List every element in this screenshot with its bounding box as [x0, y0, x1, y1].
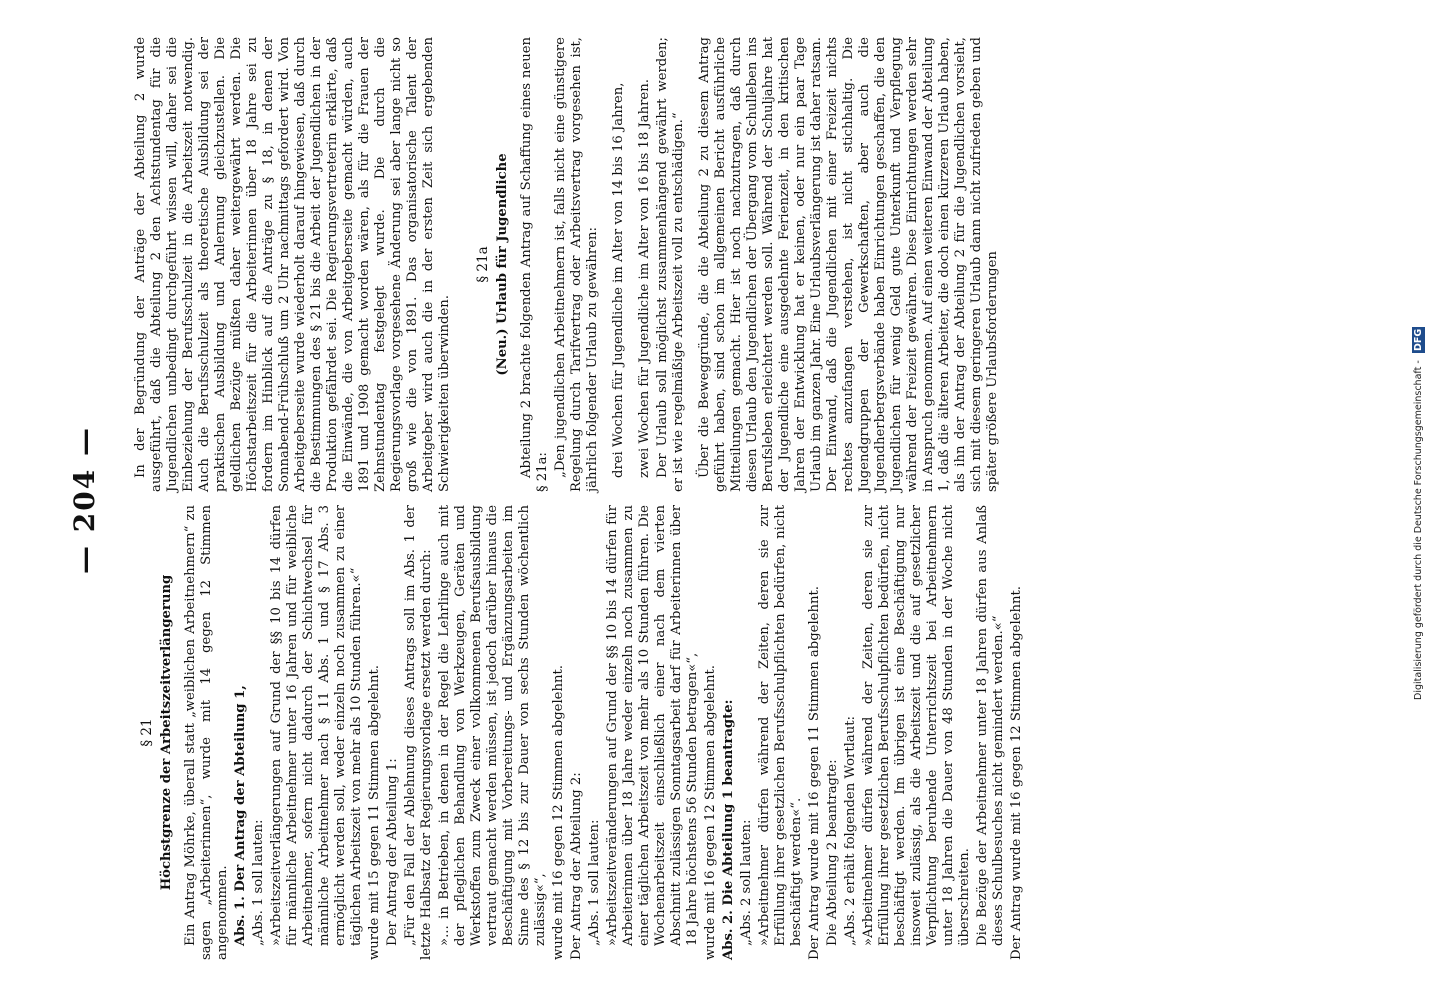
paragraph: zwei Wochen für Jugendliche im Alter von 16 bis 18 Jahren.: [637, 79, 652, 478]
quoted-paragraph: »Arbeitszeitverlängerungen auf Grund der §§ 10 bis 14 dürfen für männliche Arbeitnehmer unter 16 Jahren und für weibliche Arbeitnehmer, sofern nicht dadurch der Schichtwechsel für männliche Arbeitnehmer nach § 11 Abs. 1 und § 17 Abs. 3 ermöglicht werden soll, weder einzeln noch zusammen zu einer täglichen Arbeitszeit von mehr als 10 Stunden führen.«“: [269, 505, 364, 946]
paragraph: „Für den Fall der Ablehnung dieses Antrags soll im Abs. 1 der letzte Halbsatz der Regierungsvorlage ersetzt werden durch:: [403, 505, 434, 960]
quoted-paragraph: »... in Betrieben, in denen in der Regel die Lehrlinge auch mit der pfleglichen Behandlung von Werkzeugen, Geräten und Werkstoffen zum Zweck einer vollkommenen Berufsausbildung vertraut gemacht werden müssen, ist jedoch darüber hinaus die Beschäftigung mit Vorbereitungs- und Ergänzungsarbeiten im Sinne des § 12 bis zur Dauer von sechs Stunden wöchentlich zulässig«“,: [437, 505, 548, 946]
paragraph: Die Abteilung 2 beantragte:: [825, 759, 840, 946]
paragraph: „Abs. 2 erhält folgenden Wortlaut:: [843, 716, 858, 946]
left-column: [133, 505, 1027, 960]
paragraph: „Abs. 1 soll lauten:: [251, 819, 266, 946]
quoted-paragraph: »Arbeitszeitveränderungen auf Grund der §§ 10 bis 14 dürfen für Arbeiterinnen über 18 Jahre weder einzeln noch zusammen zu einer täglichen Arbeitszeit von mehr als 10 Stunden führen. Die Wochenarbeitszeit einschließlich einer nach dem vierten Abschnitt zulässigen Sonntagsarbeit darf für Arbeiterinnen über 18 Jahre höchstens 56 Stunden betragen«“,: [605, 505, 700, 946]
paragraph: Abs. 2. Die Abteilung 1 beantragte:: [721, 699, 736, 960]
paragraph: Abteilung 2 brachte folgenden Antrag auf Schaffung eines neuen § 21a:: [519, 37, 550, 492]
quoted-paragraph: »Arbeitnehmer dürfen während der Zeiten, deren sie zur Erfüllung ihrer gesetzlichen Berufsschulpflichten bedürfen, nicht beschäftigt werden. Im übrigen ist eine Beschäftigung nur insoweit zulässig, als die Arbeitszeit und die auf gesetzlicher Verpflichtung beruhende Unterrichtszeit bei Arbeitnehmern unter 18 Jahren die Dauer von 48 Stunden in der Woche nicht überschreiten.: [861, 505, 972, 946]
paragraph: Der Antrag wurde mit 16 gegen 11 Stimmen abgelehnt.: [807, 586, 822, 960]
quoted-paragraph: „Den jugendlichen Arbeitnehmern ist, falls nicht eine günstigere Regelung durch Tarifvertrag oder Arbeitsvertrag vorgesehen ist, jährlich folgender Urlaub zu gewähren:: [553, 37, 600, 492]
paragraph: „Abs. 1 soll lauten:: [587, 819, 602, 946]
paragraph: Der Antrag der Abteilung 1:: [385, 758, 400, 946]
paragraph: In der Begründung der Anträge der Abteilung 2 wurde ausgeführt, daß die Abteilung 2 den Achtstundentag für die Jugendlichen unbedingt durchgeführt wissen will, daher sei die Einbeziehung der Berufsschulzeit in die Arbeitszeit notwendig. Auch die Berufsschulzeit als theoretische Ausbildung sei der praktischen Ausbildung und Anlernung gleichzustellen. Die geldlichen Bezüge müßten daher weitergewährt werden. Die Höchstarbeitszeit für die Arbeiterinnen über 18 Jahre sei zu fordern im Hinblick auf die Anträge zu § 18, in denen der Sonnabend-Frühschluß um 2 Uhr nachmittags gefordert wird. Von Arbeitgeberseite wurde wiederholt darauf hingewiesen, daß durch die Bestimmungen des § 21 bis die Arbeit der Jugendlichen in der Produktion gefährdet sei. Die Regierungsvertreterin erklärte, daß die Einwände, die von Arbeitgeberseite gemacht würden, auch 1891 und 1908 gemacht worden wären, als für die Frauen der Zehnstundentag festgelegt wurde. Die durch die Regierungsvorlage vorgesehene Änderung sei aber lange nicht so groß wie die von 1891. Das organisatorische Talent der Arbeitgeber wird auch die in der ersten Zeit sich ergebenden Schwierigkeiten überwinden.: [133, 37, 452, 492]
credit-text: Digitalisierung gefördert durch die Deutsche Forschungsgemeinschaft -: [1413, 360, 1424, 700]
paragraph: Über die Beweggründe, die die Abteilung 2 zu diesem Antrag geführt haben, sind schon im allgemeinen Bericht ausführliche Mitteilungen gemacht. Hier ist noch nachzutragen, daß durch diesen Urlaub den Jugendlichen der Übergang vom Schulleben ins Berufsleben erleichtert werden soll. Während der Schuljahre hat der Jugendliche eine ausgedehnte Ferienzeit, in den kritischen Jahren der Entwicklung hat er keinen, oder nur ein paar Tage Urlaub im ganzen Jahr. Eine Urlaubsverlängerung ist daher ratsam. Der Einwand, daß die Jugendlichen mit einer Freizeit nichts rechtes anzufangen verstehen, ist nicht stichhaltig. Die Jugendgruppen der Gewerkschaften, aber auch die Jugendherbergsverbände haben Einrichtungen geschaffen, die den Jugendlichen für wenig Geld gute Unterkunft und Verpflegung während der Freizeit gewähren. Diese Einrichtungen werden sehr in Anspruch genommen. Auf einen weiteren Einwand der Abteilung 1, daß die älteren Arbeiter, die doch einen kürzeren Urlaub haben, als ihn der Antrag der Abteilung 2 für die Jugendlichen vorsieht, sich mit diesem geringeren Urlaub dann nicht zufrieden geben und später größere Urlaubsforderungen: [697, 37, 1000, 492]
quoted-paragraph: Die Bezüge der Arbeitnehmer unter 18 Jahren dürfen aus Anlaß dieses Schulbesuches nicht gemindert werden.«“: [975, 505, 1006, 946]
paragraph: „Abs. 2 soll lauten:: [739, 819, 754, 946]
document-page: [55, 0, 1355, 1000]
paragraph: Der Antrag der Abteilung 2:: [569, 772, 584, 960]
paragraph: wurde mit 15 gegen 11 Stimmen abgelehnt.: [367, 665, 382, 960]
page-number: — 204 —: [68, 426, 101, 574]
paragraph: Abs. 1. Der Antrag der Abteilung 1,: [233, 685, 248, 946]
paragraph: drei Wochen für Jugendliche im Alter von 14 bis 16 Jahren,: [611, 82, 626, 478]
paragraph: wurde mit 16 gegen 12 Stimmen abgelehnt.: [551, 665, 566, 960]
dfg-logo: DFG: [1413, 329, 1424, 352]
section-number: § 21a: [475, 246, 491, 283]
paragraph: wurde mit 16 gegen 12 Stimmen abgelehnt.: [703, 665, 718, 960]
digitization-credit: [1412, 10, 1432, 700]
paragraph: Ein Antrag Möhrke, überall statt „weiblichen Arbeitnehmern“ zu sagen „Arbeiterinnen“, wurde mit 14 gegen 12 Stimmen angenommen.: [183, 505, 230, 960]
section-heading: (Neu.) Urlaub für Jugendliche: [495, 153, 510, 376]
section-number: § 21: [139, 718, 155, 747]
quoted-paragraph: »Arbeitnehmer dürfen während der Zeiten, deren sie zur Erfüllung ihrer gesetzlichen Berufsschulpflichten bedürfen, nicht beschäftigt werden«“.: [757, 505, 804, 946]
right-column: [133, 37, 1003, 492]
paragraph: Der Antrag wurde mit 16 gegen 12 Stimmen abgelehnt.: [1009, 586, 1024, 960]
paragraph: Der Urlaub soll möglichst zusammenhängend gewährt werden; er ist wie regelmäßige Arbeitszeit voll zu entschädigen.“: [655, 37, 686, 492]
section-heading: Höchstgrenze der Arbeitszeitverlängerung: [159, 574, 174, 891]
